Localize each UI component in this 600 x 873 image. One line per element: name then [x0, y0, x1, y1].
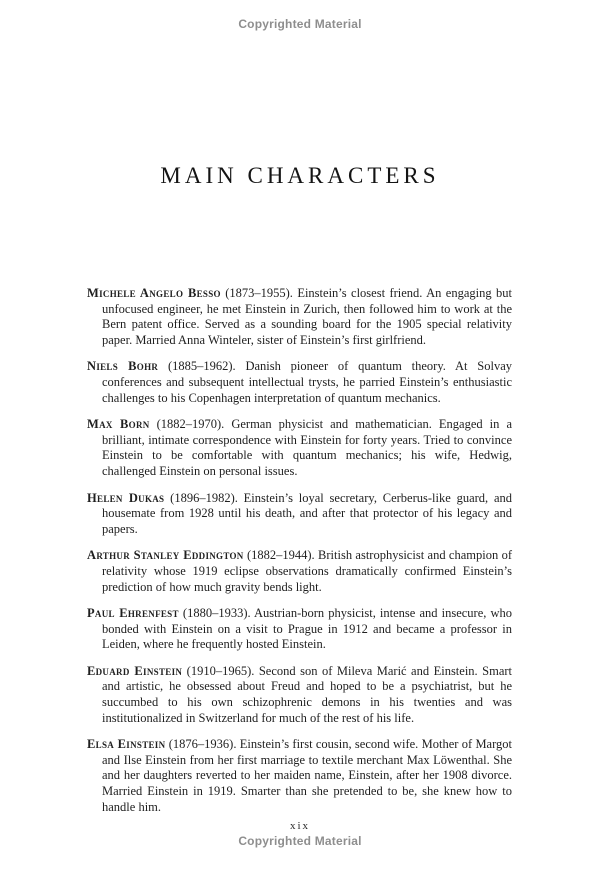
- copyright-notice-bottom: Copyrighted Material: [238, 834, 362, 848]
- character-years: (1876–1936).: [168, 737, 237, 752]
- character-name: Michele Angelo Besso: [87, 286, 221, 300]
- character-description: Einstein’s loyal secretary, Cerberus-like guard, and housemate from 1928 until his death, and after that protector of his legacy and papers.: [102, 490, 512, 536]
- character-years: (1880–1933).: [182, 606, 251, 621]
- character-name: Eduard Einstein: [87, 663, 183, 678]
- character-name: Arthur Stanley Eddington: [87, 548, 244, 563]
- character-name: Paul Ehrenfest: [87, 606, 179, 621]
- character-entry-ehrenfest: [87, 606, 512, 653]
- character-name: Helen Dukas: [87, 490, 165, 505]
- character-entry-eddington: [87, 548, 512, 595]
- page-footer: [0, 820, 600, 848]
- character-description: Einstein’s closest friend. An engaging but unfocused engineer, he met Einstein in Zurich, then followed him to work at the Bern patent office. Served as a sounding board for the 1905 special relativity paper. Married Anna Winteler, sister of Einstein’s first girlfriend.: [102, 286, 513, 347]
- character-years: (1873–1955).: [225, 286, 293, 300]
- character-years: (1896–1982).: [170, 490, 238, 505]
- character-name: Niels Bohr: [87, 359, 159, 374]
- character-description: Austrian-born physicist, intense and insecure, who bonded with Einstein on a visit to Prague in 1912 and became a professor in Leiden, where he frequently hosted Einstein.: [102, 606, 513, 652]
- page-title: MAIN CHARACTERS: [160, 163, 440, 189]
- character-entry-elsa-einstein: [87, 737, 512, 815]
- character-years: (1885–1962).: [167, 359, 236, 374]
- character-description: German physicist and mathematician. Engaged in a brilliant, intimate correspondence with Einstein for forty years. Tried to convince Einstein to be comfortable with quantum mechanics; his wife, Hedwig, challenged Einstein on personal issues.: [102, 417, 512, 478]
- character-entry-bohr: [87, 359, 512, 406]
- character-entry-eduard-einstein: [87, 664, 512, 726]
- character-list: [87, 286, 512, 815]
- character-name: Max Born: [87, 417, 150, 432]
- character-description: Einstein’s first cousin, second wife. Mother of Margot and Ilse Einstein from her first marriage to textile merchant Max Löwenthal. She and her daughters reverted to her maiden name, Einstein, after her 1908 divorce. Married Einstein in 1919. Smarter than she pretended to be, she knew how to handle him.: [102, 737, 513, 814]
- character-name: Elsa Einstein: [87, 737, 166, 752]
- character-description: Danish pioneer of quantum theory. At Solvay conferences and subsequent intellectual trysts, he parried Einstein’s enthusiastic challenges to his Copenhagen interpretation of quantum mechanics.: [102, 359, 513, 405]
- character-description: British astrophysicist and champion of relativity whose 1919 eclipse observations dramatically confirmed Einstein’s prediction of how much gravity bends light.: [102, 548, 512, 594]
- character-years: (1882–1944).: [246, 548, 315, 563]
- character-description: Second son of Mileva Marić and Einstein. Smart and artistic, he obsessed about Freud and hoped to be a psychiatrist, but he succumbed to his own schizophrenic demons in his twenties and was institutionalized in Switzerland for much of the rest of his life.: [102, 663, 513, 725]
- page-number: xix: [289, 820, 311, 832]
- character-entry-besso: [87, 286, 512, 348]
- character-entry-born: [87, 417, 512, 479]
- character-years: (1882–1970).: [156, 417, 225, 432]
- character-years: (1910–1965).: [186, 663, 255, 678]
- character-entry-dukas: [87, 491, 512, 538]
- copyright-notice-top: Copyrighted Material: [238, 17, 362, 31]
